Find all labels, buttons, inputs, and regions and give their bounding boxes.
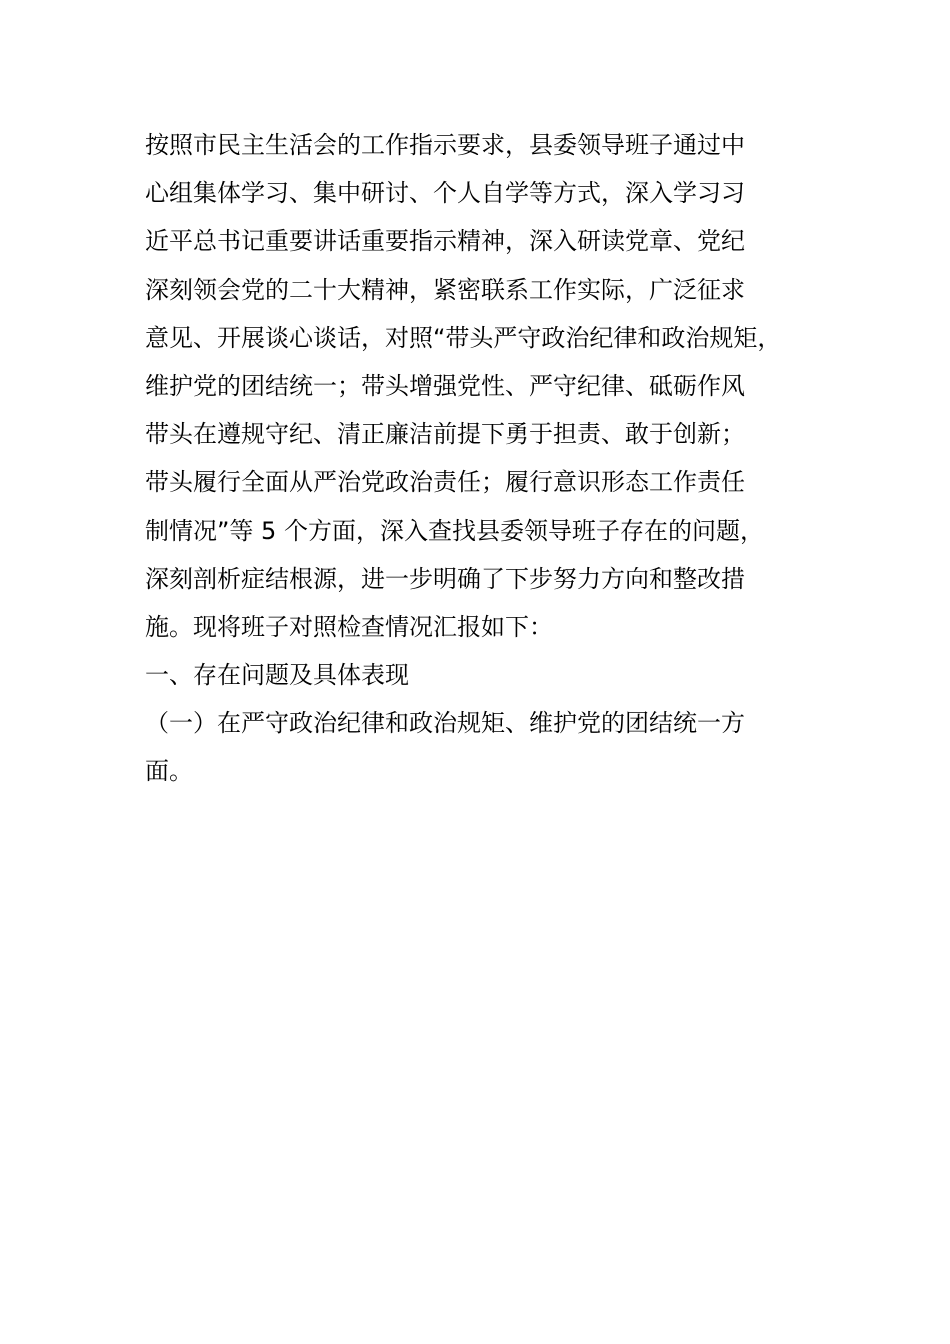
paragraph-line: 带头在遵规守纪、清正廉洁前提下勇于担责、敢于创新； [145,420,745,449]
paragraph-line: 按照市民主生活会的工作指示要求，县委领导班子通过中 [145,131,745,159]
paragraph-line: 维护党的团结统一；带头增强党性、严守纪律、砥砺作风 [145,371,745,400]
paragraph-line: 意见、开展谈心谈话，对照“带头严守政治纪律和政治规矩， [145,323,782,352]
paragraph-line: 带头履行全面从严治党政治责任；履行意识形态工作责任 [145,468,745,497]
paragraph-line: 施。现将班子对照检查情况汇报如下： [145,612,553,641]
paragraph-line: 心组集体学习、集中研讨、个人自学等方式，深入学习习 [145,179,745,208]
paragraph-line: 近平总书记重要讲话重要指示精神，深入研读党章、党纪 [145,227,745,256]
paragraph-line: 深刻领会党的二十大精神，紧密联系工作实际，广泛征求 [145,275,745,304]
subsection-heading: （一）在严守政治纪律和政治规矩、维护党的团结统一方 [145,709,745,738]
paragraph-line: 制情况”等 5 个方面，深入查找县委领导班子存在的问题， [145,516,764,545]
paragraph-line: 深刻剖析症结根源，进一步明确了下步努力方向和整改措 [145,564,745,593]
section-heading: 一、存在问题及具体表现 [145,661,409,690]
subsection-heading-continued: 面。 [145,757,193,786]
document-body [145,121,845,796]
